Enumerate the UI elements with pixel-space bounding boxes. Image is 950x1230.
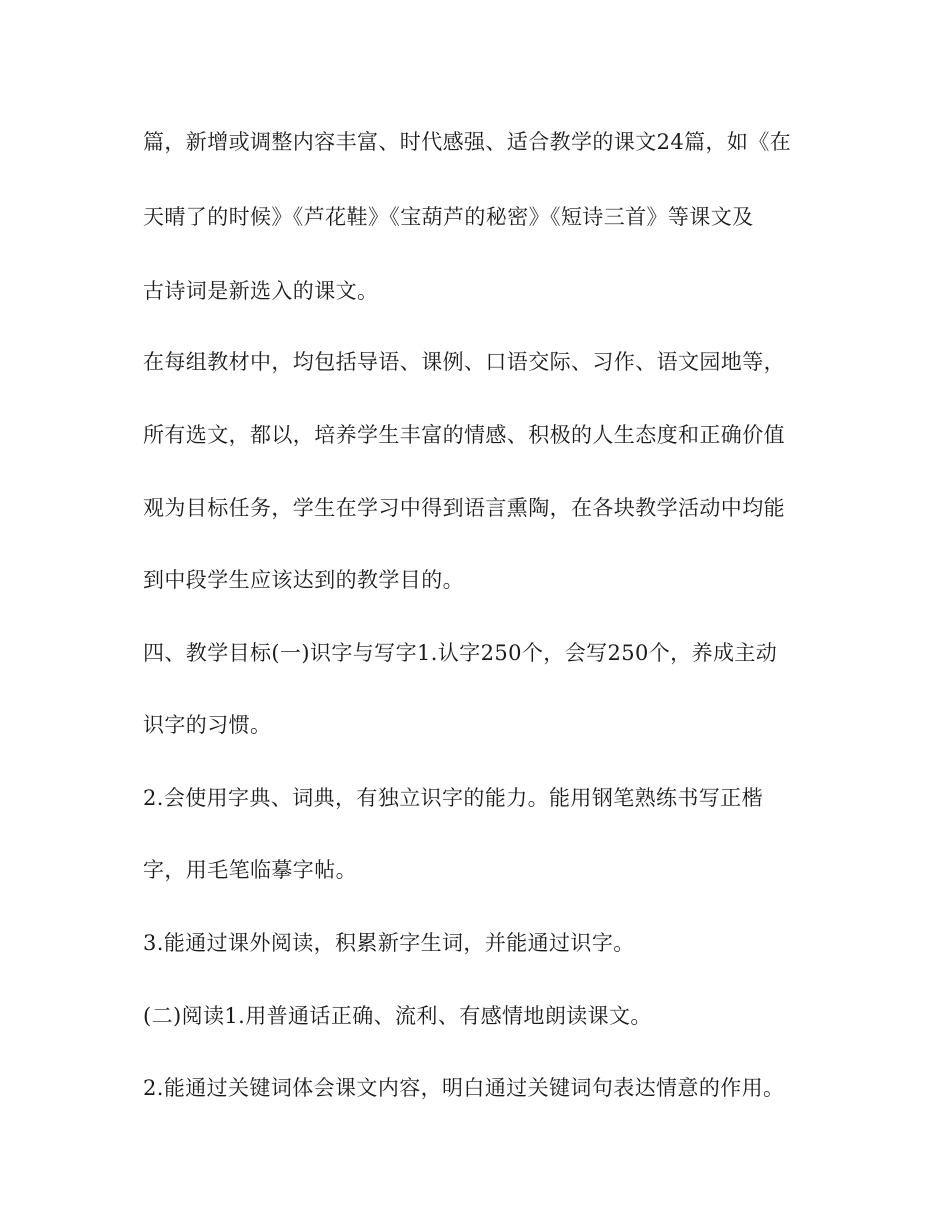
text-line: 篇，新增或调整内容丰富、时代感强、适合教学的课文24篇，如《在	[143, 130, 792, 154]
text-line: 到中段学生应该达到的教学目的。	[143, 568, 464, 592]
text-line: 3.能通过课外阅读，积累新字生词，并能通过识字。	[143, 931, 635, 955]
text-line: 字，用毛笔临摹字帖。	[143, 858, 357, 882]
text-line: 识字的习惯。	[143, 713, 272, 737]
text-line: 古诗词是新选入的课文。	[143, 279, 379, 303]
text-line: 天晴了的时候》《芦花鞋》《宝葫芦的秘密》《短诗三首》等课文及	[143, 205, 754, 229]
text-line: 2.会使用字典、词典，有独立识字的能力。能用钢笔熟练书写正楷	[143, 786, 764, 810]
text-line: 四、教学目标(一)识字与写字1.认字250个，会写250个，养成主动	[143, 641, 778, 665]
text-line: (二)阅读1.用普通话正确、流利、有感情地朗读课文。	[143, 1004, 652, 1028]
text-line: 在每组教材中，均包括导语、课例、口语交际、习作、语文园地等，	[143, 350, 785, 374]
text-line: 观为目标任务，学生在学习中得到语言熏陶，在各块教学活动中均能	[143, 496, 785, 520]
text-line: 2.能通过关键词体会课文内容，明白通过关键词句表达情意的作用。	[143, 1076, 785, 1100]
text-line: 所有选文，都以，培养学生丰富的情感、积极的人生态度和正确价值	[143, 423, 785, 447]
